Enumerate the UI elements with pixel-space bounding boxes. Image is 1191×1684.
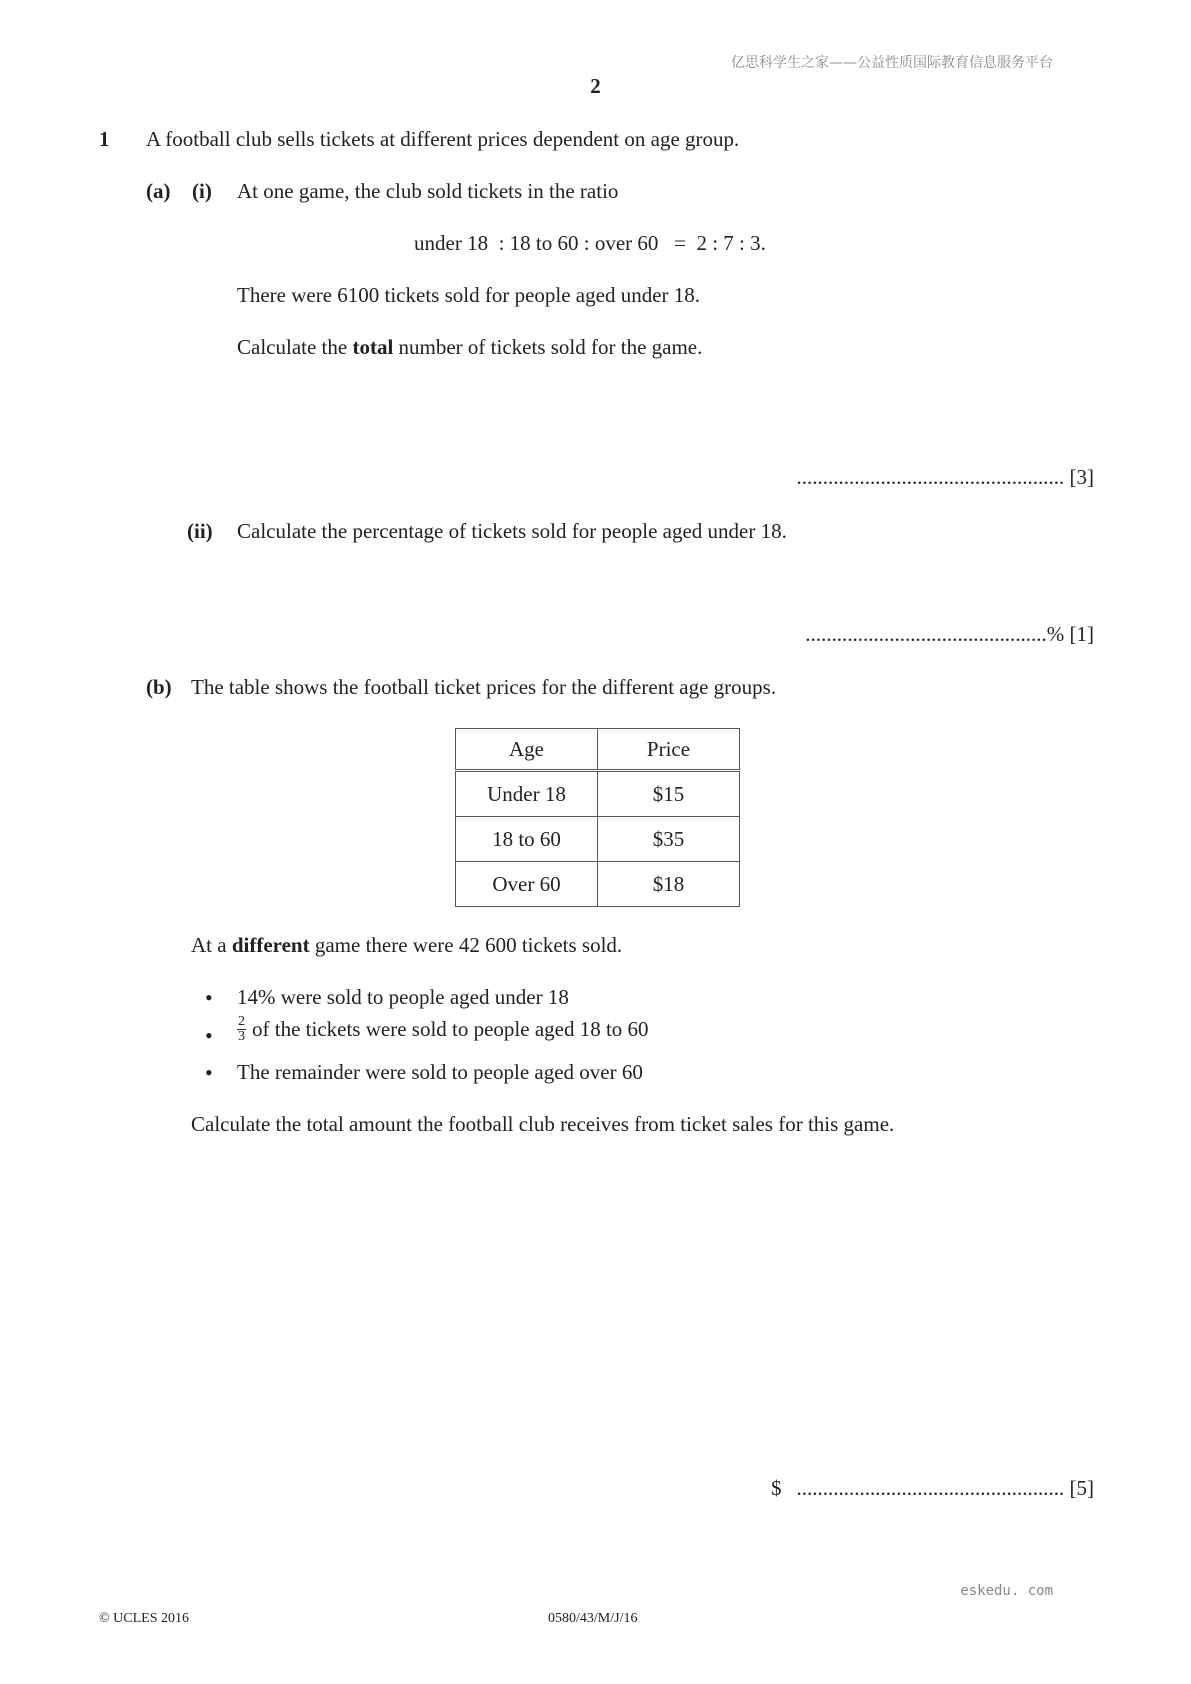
bullet-under-18: 14% were sold to people aged under 18 [237, 985, 569, 1009]
fraction [237, 1015, 246, 1044]
table-cell-age: Over 60 [456, 862, 598, 907]
ratio-line: under 18 : 18 to 60 : over 60 = 2 : 7 : 3. [414, 231, 766, 255]
calculate-amount-text: Calculate the total amount the football club receives from ticket sales for this game. [191, 1112, 895, 1136]
header-watermark: 亿思科学生之家——公益性质国际教育信息服务平台 [731, 55, 1053, 71]
table-cell-price: $18 [598, 862, 740, 907]
calc-post: number of tickets sold for the game. [393, 335, 703, 359]
part-a-i-text: At one game, the club sold tickets in the ratio [237, 179, 619, 203]
fraction-denominator: 3 [238, 1029, 245, 1044]
bullet-18-to-60 [237, 1015, 649, 1044]
part-a-label: (a) [146, 179, 171, 203]
table-row [456, 771, 740, 817]
table-cell-price: $35 [598, 817, 740, 862]
answer-line-a-ii[interactable]: ..............................................% [1] [805, 622, 1094, 646]
copyright: © UCLES 2016 [99, 1611, 189, 1626]
page-number: 2 [590, 74, 601, 98]
part-a-i-label: (i) [192, 179, 212, 203]
bullet-icon: • [205, 1060, 213, 1085]
different-game-text [191, 935, 622, 956]
diff-post: game there were 42 600 tickets sold. [309, 933, 623, 957]
table-header-age: Age [456, 729, 598, 771]
fraction-numerator: 2 [238, 1014, 245, 1029]
table-cell-age: 18 to 60 [456, 817, 598, 862]
diff-bold: different [231, 933, 310, 957]
part-a-ii-text: Calculate the percentage of tickets sold for people aged under 18. [237, 519, 787, 543]
diff-pre: At a [191, 933, 232, 957]
tickets-under-18-text: There were 6100 tickets sold for people aged under 18. [237, 283, 701, 307]
part-b-text: The table shows the football ticket prices for the different age groups. [191, 675, 777, 699]
part-b-label: (b) [146, 675, 172, 699]
answer-line-b[interactable]: ................................................... [5] [796, 1476, 1094, 1500]
price-table [455, 728, 740, 907]
calc-pre: Calculate the [237, 335, 353, 359]
bullet-icon: • [205, 985, 213, 1010]
calculate-total-text [237, 337, 702, 358]
bullet-18-to-60-text: of the tickets were sold to people aged 18 to 60 [252, 1017, 649, 1041]
bullet-over-60: The remainder were sold to people aged over 60 [237, 1060, 643, 1084]
table-header-row [456, 729, 740, 771]
question-intro: A football club sells tickets at different prices dependent on age group. [146, 127, 740, 151]
footer-watermark: eskedu. com [960, 1583, 1053, 1599]
table-header-price: Price [598, 729, 740, 771]
currency-symbol: $ [771, 1476, 782, 1500]
bullet-icon: • [205, 1023, 213, 1048]
question-number: 1 [99, 127, 110, 151]
table-cell-price: $15 [598, 771, 740, 817]
part-a-ii-label: (ii) [187, 519, 213, 543]
table-row [456, 817, 740, 862]
table-cell-age: Under 18 [456, 771, 598, 817]
paper-code: 0580/43/M/J/16 [548, 1611, 638, 1626]
answer-line-a-i[interactable]: ................................................... [3] [796, 465, 1094, 489]
table-row [456, 862, 740, 907]
calc-bold: total [352, 335, 394, 359]
